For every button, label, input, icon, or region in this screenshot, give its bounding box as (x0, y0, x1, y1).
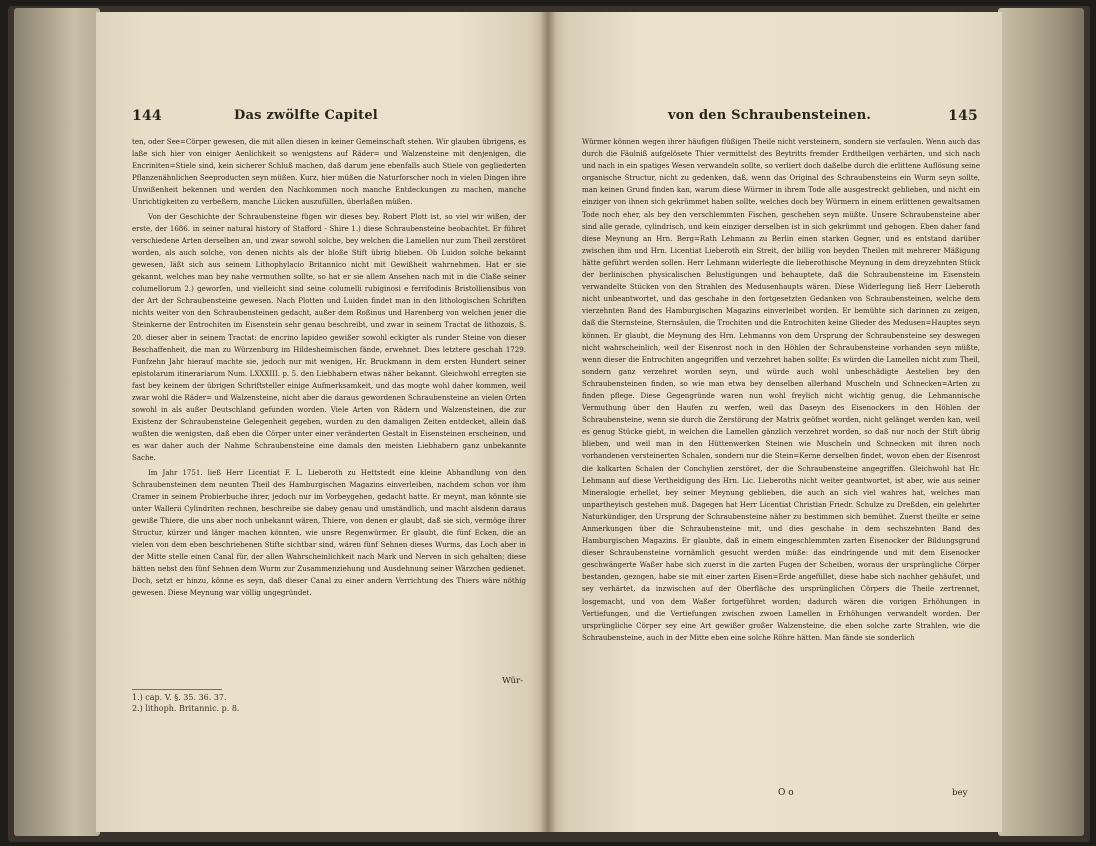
right-page-header (582, 108, 978, 130)
left-paragraph-1: ten, oder See=Cörper gewesen, die mit allen diesen in keiner Gemeinschaft stehen. Wir glauben übrigens, es laße sich hier von einiger Aenlichkeit so wenigstens auf Räder= und Walzensteine mit denjenigen, die Encriniten=Stiele sind, kein sicherer Schluß machen, daß darum jene ebenfalls auch Stiele von gegliederten Pflanzenähnlichen Seeproducten seyn müßen. Kurz, hier müßen die Naturforscher noch in vielen Dingen ihre Unwißenheit bekennen und werden den Nachkommen noch manche Entdeckungen zu machen, manche Unrichtigkeiten zu verbeßern, manche Lücken auszufüllen, überlaßen müßen. (132, 137, 526, 207)
left-page-body (132, 136, 526, 600)
left-catchword: Wür- (502, 676, 524, 686)
footnote-1: 1.) cap. V. §. 35. 36. 37. (132, 693, 227, 702)
book-edge-left (14, 8, 100, 836)
right-catchword: bey (952, 788, 968, 798)
left-running-title: Das zwölfte Capitel (234, 108, 378, 123)
book-edge-right (998, 8, 1084, 836)
left-footnotes (132, 692, 526, 714)
left-paragraph-2: Von der Geschichte der Schraubensteine fügen wir dieses bey. Robert Plott ist, so viel wir wißen, der erste, der 1686. in seiner natural history of Stafford - Shire 1.) diese Schraubensteine beobachtet. Er führet verschiedene Arten derselben an, und zwar sowohl solche, bey welchen die Lamellen nur zum Theil zerstöret worden, als auch solche, von denen nichts als der bloße Stift übrig blieben. Ob Luidon solche bekannt gewesen, läßt sich aus seinem Lithophylacio Britannico nicht mit Gewißheit wahrnehmen. Hat er sie gekannt, welches man bey nahe vermuthen sollte, so hat er sie allem Ansehen nach mit in die Claße seiner columellorum 2.) geworfen, und vielleicht sind seine columelli rubiginosi e ferrifodinis Bristolliensibus von der Art der Schraubensteine gewesen. Nach Plotten und Luiden findet man in den lithologischen Schriften nichts weiter von den Schraubensteinen gedacht, außer dem Roßinus und Harenberg von welchen jener die Steinkerne der Entrochiten im Eisenstein sehr genau beschreibt, und zwar in seinem Tractat de lithozois, S. 20. dieser aber in seinem Tractat: de encrino lapideo gewißer sowohl eckigter als runder Steine von dieser Beschaffenheit, die man zu Würzenburg im Hildesheimischen fände, erwehnet. Dies letztere geschah 1729. Funfzehn Jahr hierauf machte sie, jedoch nur mit wenigen, Hr. Bruckmann in dem ersten Hundert seiner epistolarum itinerariarum Num. LXXXIII. p. 5. den Liebhabern etwas näher bekannt. Gleichwohl erregten sie fast bey keinem der übrigen Schriftsteller einige Aufmerksamkeit, und das mogte wohl daher kommen, weil zwar wohl die Räder= und Walzensteine, nicht aber die daraus gewordenen Schraubensteine an vielen Orten sowohl in als außer Deutschland gefunden worden. Viele Arten von Rädern und Walzensteinen, die zur Existenz der Schraubensteine Gelegenheit gegeben, wurden zu den damaligen Zeiten entdecket, allein daß wußten die wenigsten, daß eben die Cörper unter einer veränderten Gestalt in Eisensteinen erscheinen, und es war daher auch der Nahme Schraubensteine eine damals den meisten Liebhabern ganz unbekannte Sache. (132, 211, 526, 463)
right-page-body (582, 136, 980, 644)
left-paragraph-3: Im Jahr 1751. ließ Herr Licentiat F. L. Lieberoth zu Hettstedt eine kleine Abhandlung von den Schraubensteinen dem neunten Theil des Hamburgischen Magazins einverleiben, nachdem schon vor ihm Cramer in seinem Probierbuche ihrer, jedoch nur im Vorbeygehen, gedacht hatte. Er meynt, man könnte sie unter Wallerii Cylindriten rechnen, beschreibe sie dabey genau und umständlich, und macht alsdenn daraus gewiße Thiere, die uns aber noch unbekannt wären, Thiere, von denen er glaubt, daß sie sich, vermöge ihrer Structur, kürzer und länger machen könnten, wie unsre Regenwürmer. Er glaubt, die fünf Ecken, die an vielen von dem eben beschriebenen Stifte sichtbar sind, wären fünf Sehnen dieses Wurms, das Loch aber in der Mitte stelle einen Canal für, der allen Wahrscheinlichkeit nach Mark und Nerven in sich gehalten; diese hätten nebst den fünf Sehnen dem Wurm zur Zusammenziehung und Ausdehnung seiner Wärzchen gedienet. Doch, setzt er hinzu, könne es seyn, daß dieser Canal zu einer andern Verrichtung des Thiers wäre nöthig gewesen. Diese Meynung war völlig ungegründet. (132, 467, 526, 598)
left-page-header (132, 108, 526, 130)
book-gutter (540, 12, 556, 832)
right-page-number: 145 (948, 108, 978, 124)
right-running-title: von den Schraubensteinen. (668, 108, 872, 123)
left-page (96, 12, 548, 832)
signature-mark: O o (778, 788, 794, 798)
right-paragraph-1: Würmer können wegen ihrer häufigen flüßigen Theile nicht versteinern, sondern sie verfaulen. Wenn auch das durch die Fäulniß aufgelösete Thier vermittelst des Beytritts fremder Erdtheilgen verhärten, und sich nach und nach in ein spatiges Wesen verwandeln sollte, so verliert doch daßelbe durch die erlittene Auflösung seine organische Structur, nicht zu gedenken, daß, wenn das Original des Schraubensteins ein Wurm seyn sollte, man keinen Grund finden kan, warum diese Würmer in ihrem Tode alle ausgestreckt geblieben, und nicht ein einziger von ihnen sich gekrümmet haben sollte, welches doch bey Würmern in einem erlittenen gewaltsamen Tode noch eher, als bey den verschlemmten Fischen, geschehen seyn müßte. Unsere Schraubensteine aber sind alle gerade, cylindrisch, und kein einziger derselben ist in sich gekrümmt und gebogen. Eben daher fand diese Meynung an Hrn. Berg=Rath Lehmann zu Berlin einen starken Gegner, und es entstand darüber zwischen ihm und Hrn. Licentiat Lieberoth ein Streit, der billig von beyden Theilen mit mehrerer Mäßigung hätte geführt werden sollen. Herr Lehmann widerlegte die lieberothische Meynung in dem dreyzehnten Stück der berlinischen physicalischen Belustigungen und behauptete, daß die Schraubensteine im Eisenstein verwandelte Stücken von den Strahlen des Medusenhaupts wären. Diese Widerlegung ließ Herr Lieberoth nicht unbeantwortet, und das geschahe in den fortgesetzten Gedanken von Schraubensteinen, welche dem vierzehnten Band des Hamburgischen Magazins einverleibet worden. Er bemühte sich darinnen zu zeigen, daß die Sternsteine, Sternsäulen, die Trochiten und die Entrochiten keine Glieder des Medusen=Hauptes seyn können. Er glaubt, die Meynung des Hrn. Lehmanns von dem Ursprung der Schraubensteine sey deswegen nicht wahrscheinlich, weil der Eisenrost noch in den Höhlen der Schraubensteine vorhanden seyn müßte, wenn dieser die Entrochiten angegriffen und verzehret haben sollte: Es würden die Lamellen nicht zum Theil, sondern ganz verzehret worden seyn, und würde auch wohl unbeschädigte Aestelien bey den Schraubensteinen finden, so wie man etwa bey denselben allerhand Muscheln und Schnecken=Arten zu finden pflege. Diese Gegengründe waren nun wohl freylich nicht wichtig genug, die Lehmannische Vermuthung über den Haufen zu werfen, weil das Daseyn des Eisenockers in den Höhlen der Schraubensteine, wenn sie durch die Zerstörung der Matrix geöfnet worden, nicht gelänget werden kan, weil es genug Stücke giebt, in welchen die Lamellen gänzlich verzehret worden, so daß nur noch der Stift übrig blieben, und weil man in den Hüttenwerken Steinen wie Muscheln und Schnecken mit ihren noch vorhandenen versteinerten Schalen, sondern nur die Stein=Kerne derselben findet, wovon eben der Eisenrost die kalkarten Schalen der Conchylien zerstöret, der die Schraubensteine angegriffen. Gleichwohl hat Hr. Lehmann auf diese Vertheidigung des Hrn. Lic. Lieberoths nicht weiter geantwortet, ist aber, wie aus seiner Mineralogie erhellet, bey seiner Meynung geblieben, die auch an sich viel wahres hat, welches man unpartheyisch gestehen muß. Dagegen hat Herr Licentiat Christian Friedr. Schulze zu Dreßden, ein gelehrter Naturkündiger, den Ursprung der Schraubensteine näher zu bestimmen sich bemühet. Zuerst theilte er seine Anmerkungen über die Schraubensteine mit, und dies geschahe in dem sechszehnten Band des Hamburgischen Magazins. Er glaubte, daß in einem eingeschlemmten zarten Eisenocker der Bildungsgrund dieser Schraubensteine vornämlich gesucht werden müße: das eindringende und mit dem Eisenocker geschwängerte Waßer habe sich zuerst in die zarten Fugen der Scheiben, woraus der ursprüngliche Cörper bestanden, gezogen, habe sie mit einer zarten Eisen=Erde angefüllet, diese habe sich nachher gehäufet, und sey verhärtet, da inzwischen auf der Oberfläche des ursprünglichen Cörpers die Theile zertrennet, losgemacht, und von dem Waßer fortgeführet worden; dadurch wären die vorigen Erhöhungen in Vertiefungen, und die Vertiefungen zwischen zwoen Lamellen in Erhöhungen verwandelt worden. Der ursprüngliche Cörper sey eine Art gewißer großer Walzensteine, die eben solche zarte Strahlen, wie die Schraubensteine, auch in der Mitte eben eine solche Röhre hätten. Man fände sie sonderlich (582, 137, 980, 642)
right-page (548, 12, 1002, 832)
footnote-2: 2.) lithoph. Britannic. p. 8. (132, 704, 240, 713)
left-page-number: 144 (132, 108, 162, 124)
footnote-rule (132, 689, 222, 690)
